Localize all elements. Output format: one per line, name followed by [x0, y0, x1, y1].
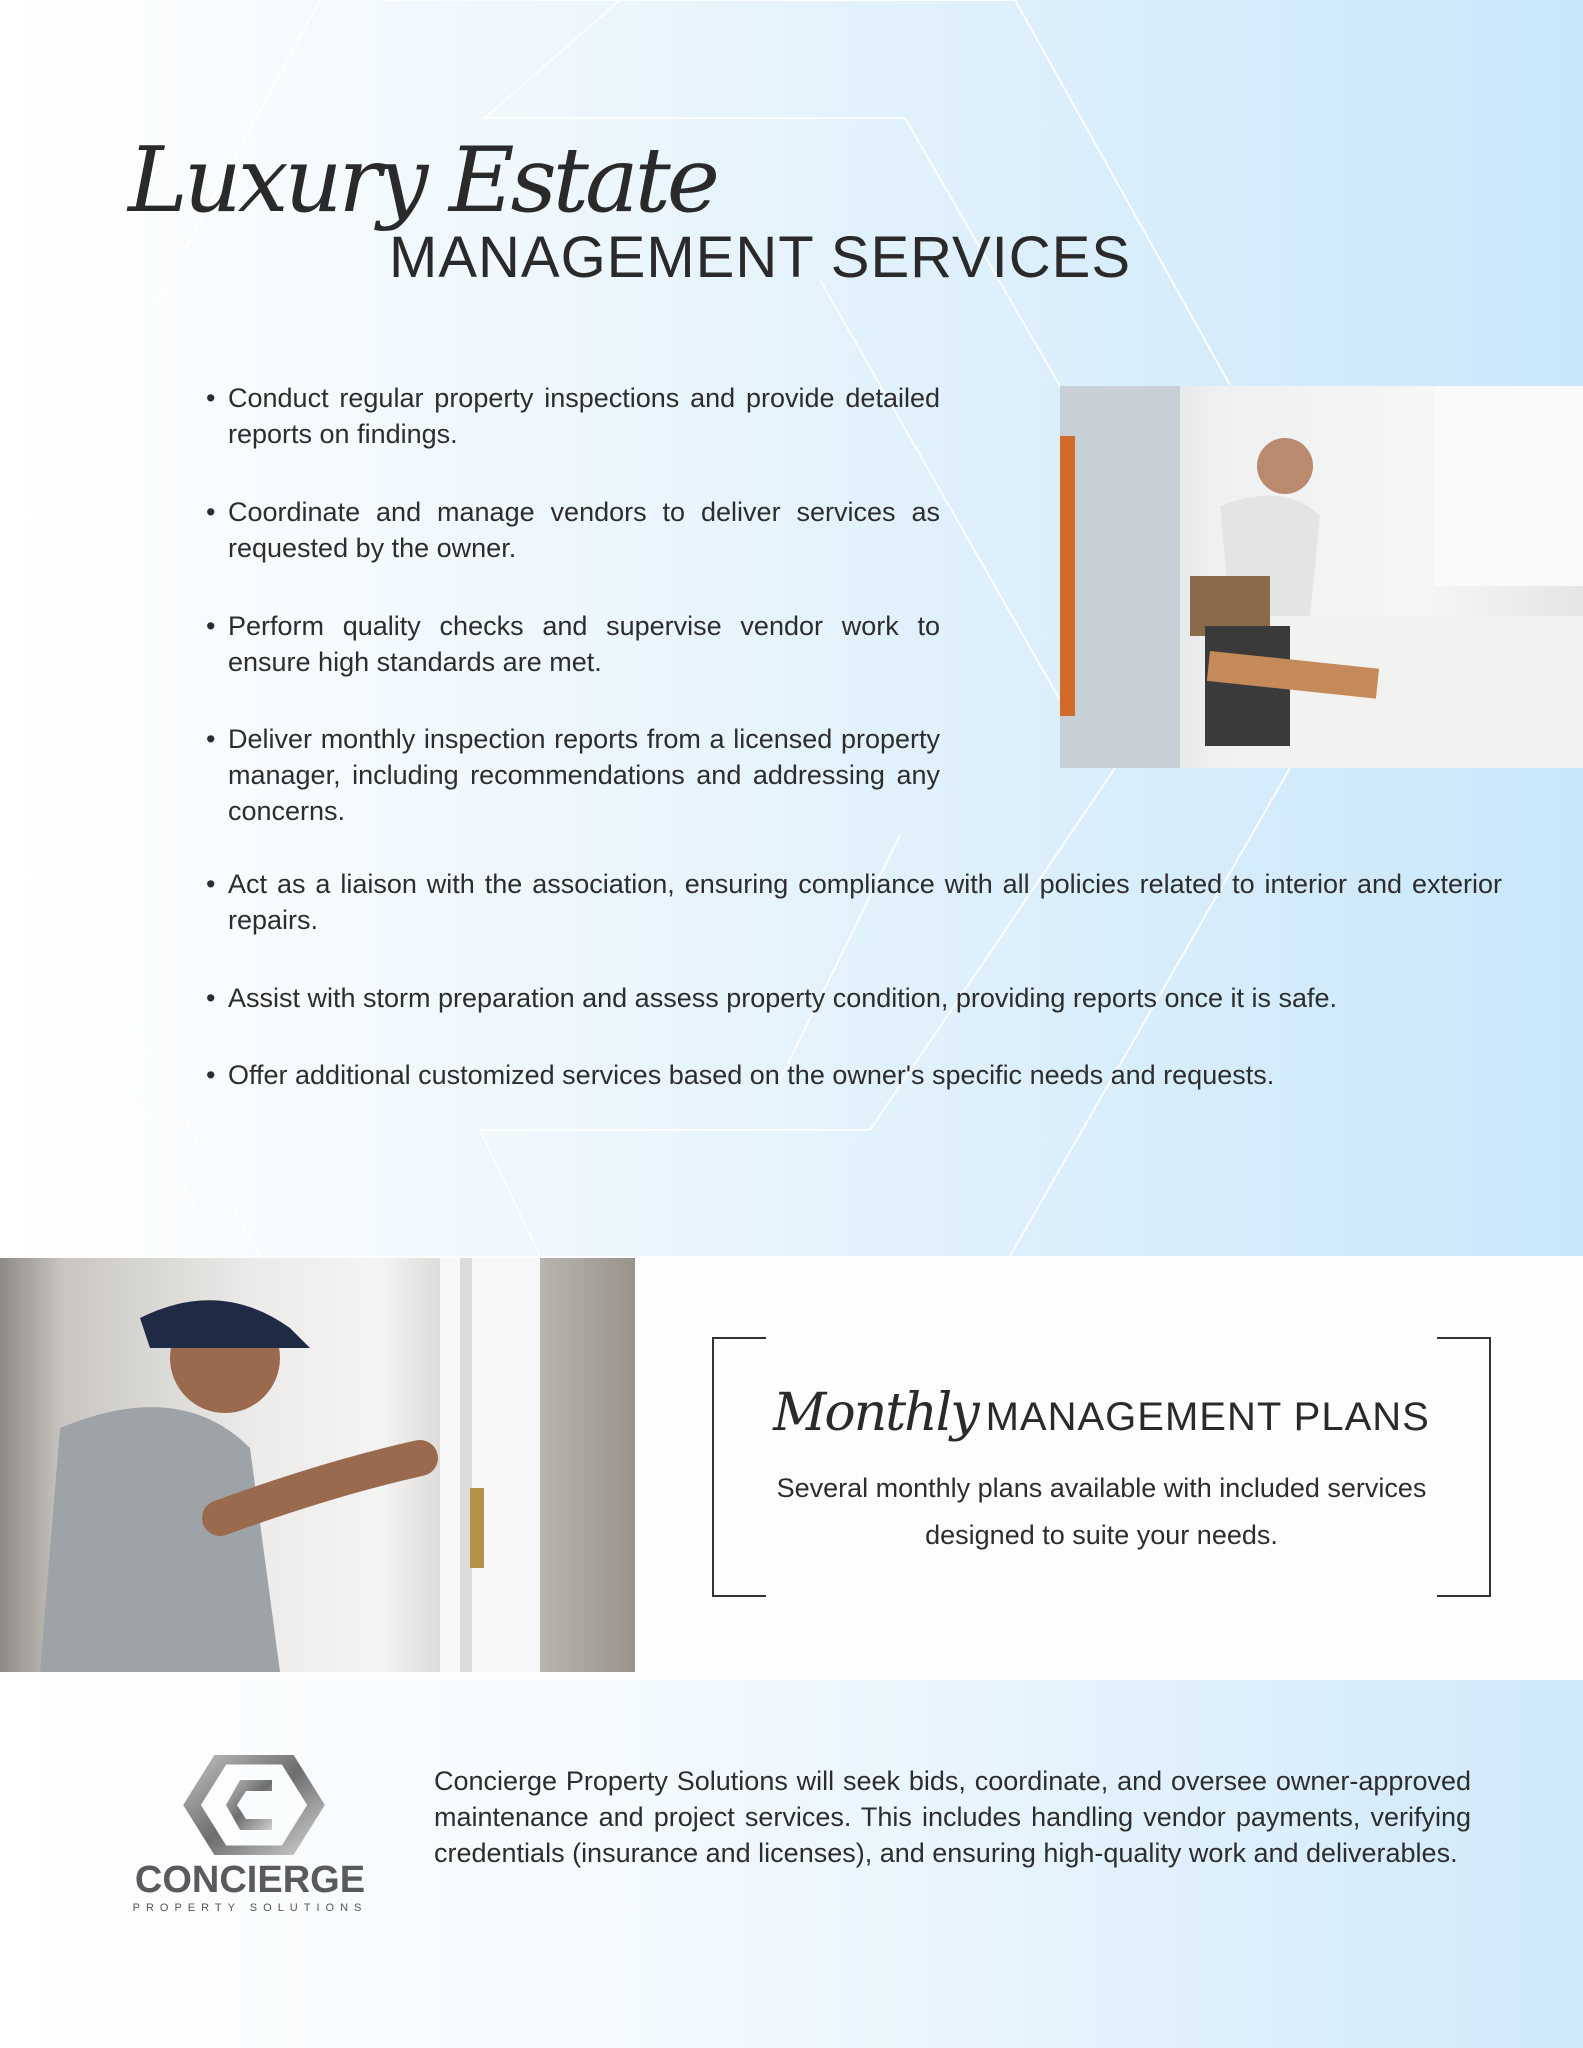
plans-heading [712, 1383, 1491, 1443]
list-item: • Act as a liaison with the association, ensuring compliance with all policies related to interior and exterior repairs. [206, 866, 1502, 938]
hexagon-c-logo-icon [130, 1755, 370, 1855]
worker-installing-cabinet-photo [1060, 386, 1583, 768]
title-caps: MANAGEMENT SERVICES [389, 225, 1132, 290]
list-item: • Conduct regular property inspections and provide detailed reports on findings. [206, 380, 940, 452]
footer-description: Concierge Property Solutions will seek bids, coordinate, and oversee owner-approved maintenance and project services. This includes handling vendor payments, verifying credentials (insurance and licenses), and ensuring high-quality work and deliverables. [434, 1766, 1471, 1868]
monthly-plans-callout [712, 1337, 1491, 1593]
title-script: Luxury Estate [128, 128, 717, 233]
list-item: • Deliver monthly inspection reports from a licensed property manager, including recommendations and addressing any concerns. [206, 721, 940, 829]
concierge-logo [130, 1755, 370, 1925]
list-item: • Assist with storm preparation and assess property condition, providing reports once it is safe. [206, 980, 1518, 1016]
photo-illustration [0, 1258, 635, 1672]
plans-title-caps: MANAGEMENT PLANS [985, 1395, 1430, 1439]
worker-fixing-door-lock-photo [0, 1258, 635, 1672]
photo-illustration [1060, 386, 1583, 768]
plans-title-script: Monthly [773, 1383, 978, 1443]
logo-wordmark: CONCIERGE [134, 1859, 366, 1901]
list-item: • Offer additional customized services based on the owner's specific needs and requests. [206, 1057, 1502, 1093]
list-item: • Coordinate and manage vendors to deliver services as requested by the owner. [206, 494, 940, 566]
footer-section [0, 1680, 1583, 2048]
list-item: • Perform quality checks and supervise vendor work to ensure high standards are met. [206, 608, 940, 680]
logo-tagline: PROPERTY SOLUTIONS [132, 1902, 368, 1914]
plans-description: Several monthly plans available with included services designed to suite your needs. [776, 1473, 1427, 1550]
